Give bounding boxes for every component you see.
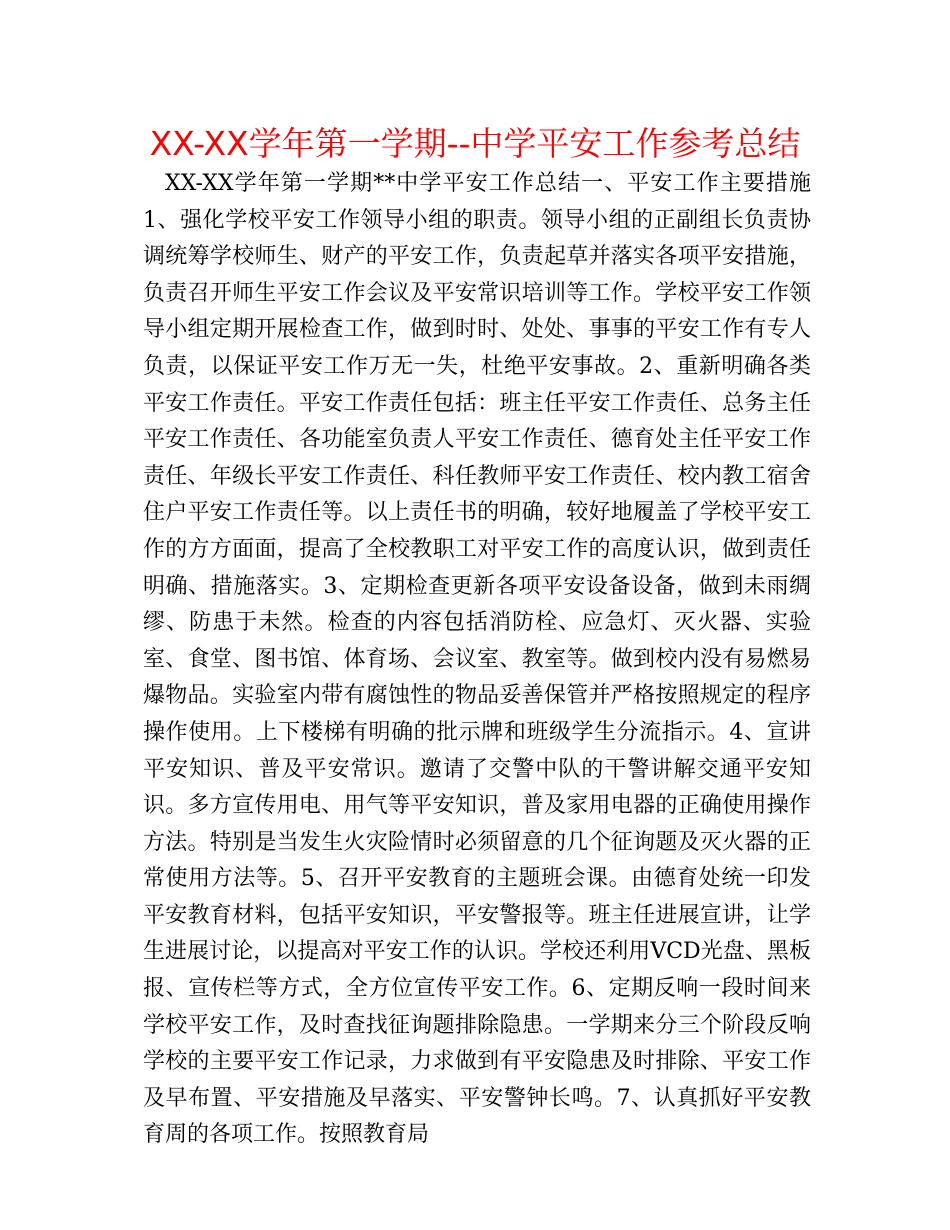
document-body: XX-XX学年第一学期**中学平安工作总结一、平安工作主要措施1、强化学校平安工作领导小组的职责。领导小组的正副组长负责协调统筹学校师生、财产的平安工作，负责起草并落实各项平安措施，负责召开师生平安工作会议及平安常识培训等工作。学校平安工作领导小组定期开展检查工作，做到时时、处处、事事的平安工作有专人负责，以保证平安工作万无一失，杜绝平安事故。2、重新明确各类平安工作责任。平安工作责任包括：班主任平安工作责任、总务主任平安工作责任、各功能室负责人平安工作责任、德育处主任平安工作责任、年级长平安工作责任、科任教师平安工作责任、校内教工宿舍住户平安工作责任等。以上责任书的明确，较好地履盖了学校平安工作的方方面面，提高了全校教职工对平安工作的高度认识，做到责任明确、措施落实。3、定期检查更新各项平安设备设备，做到未雨绸缪、防患于未然。检查的内容包括消防栓、应急灯、灭火器、实验室、食堂、图书馆、体育场、会议室、教室等。做到校内没有易燃易爆物品。实验室内带有腐蚀性的物品妥善保管并严格按照规定的程序操作使用。上下楼梯有明确的批示牌和班级学生分流指示。4、宣讲平安知识、普及平安常识。邀请了交警中队的干警讲解交通平安知识。多方宣传用电、用气等平安知识，普及家用电器的正确使用操作方法。特别是当发生火灾险情时必须留意的几个征询题及灭火器的正常使用方法等。5、召开平安教育的主题班会课。由德育处统一印发平安教育材料，包括平安知识，平安警报等。班主任进展宣讲，让学生进展讨论，以提高对平安工作的认识。学校还利用VCD光盘、黑板报、宣传栏等方式，全方位宣传平安工作。6、定期反响一段时间来学校平安工作，及时查找征询题排除隐患。一学期来分三个阶段反响学校的主要平安工作记录，力求做到有平安隐患及时排除、平安工作及早布置、平安措施及早落实、平安警钟长鸣。7、认真抓好平安教育周的各项工作。按照教育局: [143, 171, 811, 1148]
document-title: XX-XX学年第一学期--中学平安工作参考总结: [149, 124, 801, 163]
